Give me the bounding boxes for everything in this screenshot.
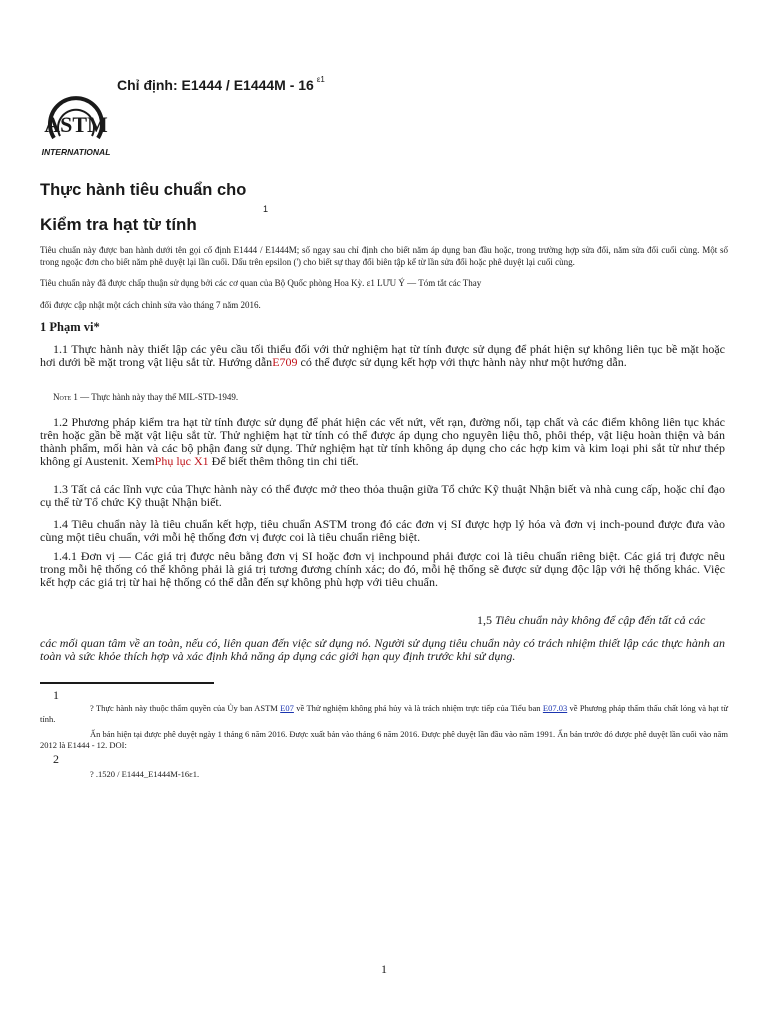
svg-text:INTERNATIONAL: INTERNATIONAL	[41, 147, 111, 157]
footnote-2: ? .1520 / E1444_E1444M-16ε1.	[90, 769, 200, 779]
page-number: 1	[381, 962, 387, 976]
note-1	[53, 392, 238, 402]
appendix-x1-link[interactable]: Phụ lục X1	[154, 454, 209, 468]
title-line-1: Thực hành tiêu chuẩn cho	[40, 181, 247, 199]
designation-text: Chỉ định: E1444 / E1444M - 16	[117, 77, 314, 93]
paragraph-1-5-lead	[477, 613, 705, 628]
paragraph-1-1	[40, 343, 725, 369]
title-footnote-ref: 1	[263, 204, 269, 214]
paragraph-1-1-text-b: có thể được sử dụng kết hợp với thực hành này như một hướng dẫn.	[297, 355, 627, 369]
designation	[117, 77, 325, 93]
paragraph-1-3: 1.3 Tất cả các lĩnh vực của Thực hành này có thể được mở theo thỏa thuận giữa Tổ chức Kỹ thuật Nhận biết và nhà cung cấp, hoặc chỉ đạo cụ thể từ Tổ chức Kỹ thuật Nhận biết.	[40, 482, 725, 509]
paragraph-1-5-number: 1,5	[477, 613, 492, 627]
footnote-1-text-c: về Phương pháp thấm thấu chất lỏng và hạt từ tính.	[40, 703, 728, 724]
footnote-2-number: 2	[53, 752, 59, 766]
dod-approval: Tiêu chuẩn này đã được chấp thuận sử dụng bởi các cơ quan của Bộ Quốc phòng Hoa Kỳ. ε1 LƯU Ý — Tóm tắt các Thay	[40, 278, 482, 288]
footnote-1-text-b: về Thử nghiệm không phá hủy và là trách nhiệm trực tiếp của Tiểu ban	[293, 703, 543, 713]
issuance-statement: Tiêu chuẩn này được ban hành dưới tên gọi cố định E1444 / E1444M; số ngay sau chỉ định cho biết năm áp dụng ban đầu hoặc, trong trường hợp sửa đổi, năm sửa đổi cuối cùng. Một số trong ngoặc đơn cho biết năm phê duyệt lại lần cuối. Dấu trên epsilon (') cho biết sự thay đổi biên tập kể từ lần sửa đổi hoặc phê duyệt lại cuối cùng.	[40, 245, 728, 267]
committee-e07-link[interactable]: E07	[280, 703, 294, 713]
note-text: 1 — Thực hành này thay thế MIL-STD-1949.	[71, 392, 239, 402]
footnote-1	[40, 703, 728, 724]
paragraph-1-4-1: 1.4.1 Đơn vị — Các giá trị được nêu bằng đơn vị SI hoặc đơn vị inchpound phải được coi là tiêu chuẩn riêng biệt. Các giá trị được nêu trong mỗi hệ thống có thể không phải là giá trị tương đương chính xác; do đó, mỗi hệ thống sẽ được sử dụng độc lập với hệ thống khác. Việc kết hợp các giá trị từ hai hệ thống có thể dẫn đến sự không phù hợp với tiêu chuẩn.	[40, 549, 725, 589]
footnote-1-text-a: ? Thực hành này thuộc thẩm quyền của Ủy ban ASTM	[90, 703, 281, 713]
subcommittee-e0703-link[interactable]: E07.03	[542, 703, 568, 713]
e709-link[interactable]: E709	[272, 355, 298, 369]
paragraph-1-2-text-a: 1.2 Phương pháp kiểm tra hạt từ tính được sử dụng để phát hiện các vết nứt, vết rạn, đường nối, tạp chất và các điểm không liên tục khác trên hoặc gần bề mặt vật liệu sắt từ. Thử nghiệm hạt từ tính có thể được áp dụng cho nguyên liệu thô, phôi thép, vật liệu hoàn thiện và bán thành phẩm, mối hàn và các bộ phận đang sử dụng. Thử nghiệm hạt từ tính không áp dụng cho các hợp kim và kim loại phi sắt từ như thép không gỉ Austenit. Xem	[40, 415, 725, 468]
astm-logo	[40, 96, 112, 158]
paragraph-1-2	[40, 416, 725, 468]
section-heading-scope: 1 Phạm vi*	[40, 320, 100, 334]
paragraph-1-2-text-b: Để biết thêm thông tin chi tiết.	[208, 454, 359, 468]
footnote-1-number: 1	[53, 688, 59, 702]
footnote-1-approval: Ấn bản hiện tại được phê duyệt ngày 1 tháng 6 năm 2016. Được xuất bản vào tháng 6 năm 2016. Được phê duyệt lần đầu vào năm 1991. Ấn bản trước đó được phê duyệt lần cuối vào năm 2012 là E1444 - 12. DOI:	[40, 729, 728, 750]
footnote-divider	[40, 682, 214, 684]
paragraph-1-4: 1.4 Tiêu chuẩn này là tiêu chuẩn kết hợp, tiêu chuẩn ASTM trong đó các đơn vị SI được hợp lý hóa và đơn vị inch-pound được đưa vào cùng một tiêu chuẩn, với mỗi hệ thống đơn vị được coi là tiêu chuẩn riêng biệt.	[40, 517, 725, 544]
editorial-change-note: đổi được cập nhật một cách chỉnh sửa vào tháng 7 năm 2016.	[40, 300, 261, 310]
paragraph-1-5-body: các mối quan tâm về an toàn, nếu có, liên quan đến việc sử dụng nó. Người sử dụng tiêu chuẩn này có trách nhiệm thiết lập các thực hành an toàn và sức khỏe thích hợp và xác định khả năng áp dụng các giới hạn quy định trước khi sử dụng.	[40, 636, 725, 663]
paragraph-1-1-text-a: 1.1 Thực hành này thiết lập các yêu cầu tối thiểu đối với thử nghiệm hạt từ tính được sử dụng để phát hiện sự không liên tục bề mặt hoặc hơi dưới bề mặt trong vật liệu sắt từ. Hướng dẫn	[40, 342, 725, 369]
title-line-2: Kiểm tra hạt từ tính	[40, 215, 197, 234]
svg-text:ASTM: ASTM	[44, 112, 108, 137]
note-label: Note	[53, 392, 72, 402]
designation-superscript: ε1	[316, 75, 325, 84]
paragraph-1-5-lead-text: Tiêu chuẩn này không để cập đến tất cả các	[492, 613, 706, 627]
